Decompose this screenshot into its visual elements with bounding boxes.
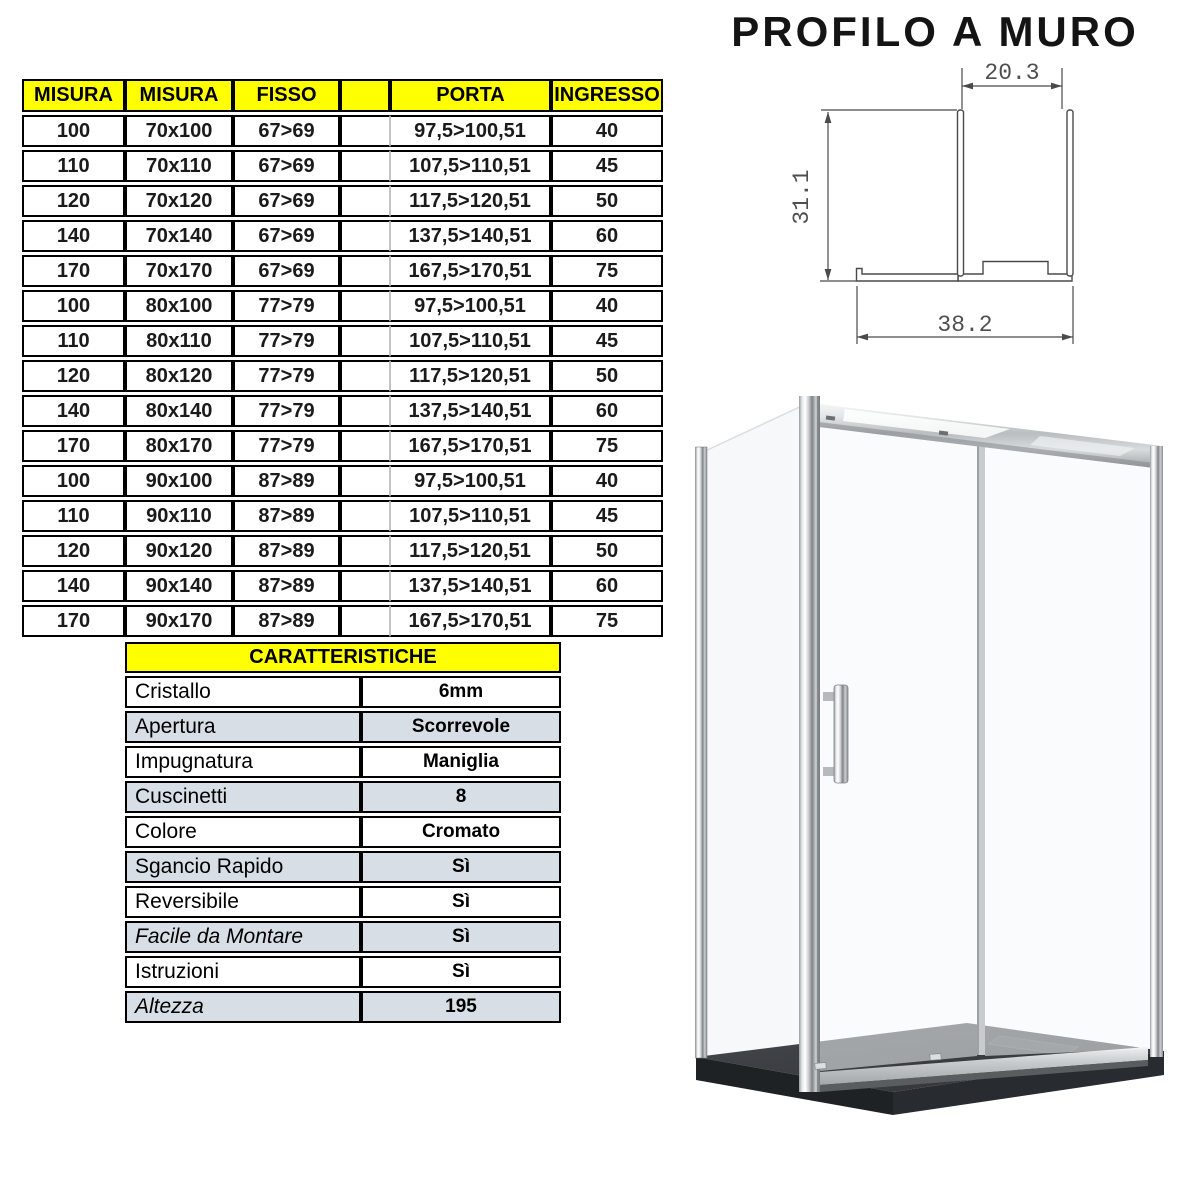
- size-column-header: FISSO: [233, 79, 340, 112]
- characteristic-value: 195: [361, 991, 561, 1023]
- size-table-cell: 60: [551, 220, 663, 252]
- size-table-cell: 87>89: [233, 570, 340, 602]
- size-table-cell: 100: [22, 465, 125, 497]
- size-table-row: [22, 570, 663, 602]
- size-table-cell: 75: [551, 430, 663, 462]
- size-table-cell: 87>89: [233, 465, 340, 497]
- fixed-panel-glass: [985, 447, 1150, 1056]
- characteristic-label: Altezza: [125, 991, 361, 1023]
- size-table-cell: 80x140: [125, 395, 233, 427]
- size-column-header: MISURA: [125, 79, 233, 112]
- size-table-cell: 167,5>170,51: [390, 255, 551, 287]
- characteristic-label: Impugnatura: [125, 746, 361, 778]
- characteristic-value: 8: [361, 781, 561, 813]
- size-table-cell: 110: [22, 325, 125, 357]
- size-table-row: [22, 430, 663, 462]
- size-table-cell: 50: [551, 185, 663, 217]
- size-table-cell: 60: [551, 570, 663, 602]
- size-table-row: [22, 115, 663, 147]
- size-table-cell: 137,5>140,51: [390, 220, 551, 252]
- size-table-cell: 120: [22, 360, 125, 392]
- size-table-cell: 80x100: [125, 290, 233, 322]
- dimension-lines: [820, 68, 1073, 344]
- size-table-cell: [340, 570, 390, 602]
- characteristic-label: Reversibile: [125, 886, 361, 918]
- size-table-cell: 170: [22, 255, 125, 287]
- size-table-row: [22, 465, 663, 497]
- size-table-cell: [340, 500, 390, 532]
- characteristic-label: Facile da Montare: [125, 921, 361, 953]
- characteristics-row: [125, 956, 561, 988]
- characteristic-label: Cuscinetti: [125, 781, 361, 813]
- side-panel-wall-post: [696, 447, 708, 1058]
- size-table: [22, 76, 663, 640]
- characteristics-row: [125, 676, 561, 708]
- size-table-cell: 140: [22, 220, 125, 252]
- size-table-cell: 167,5>170,51: [390, 430, 551, 462]
- size-table-cell: 40: [551, 465, 663, 497]
- size-table-cell: 100: [22, 290, 125, 322]
- size-table-cell: 107,5>110,51: [390, 150, 551, 182]
- characteristic-label: Colore: [125, 816, 361, 848]
- characteristic-value: Sì: [361, 886, 561, 918]
- size-table-cell: [340, 395, 390, 427]
- size-table-cell: 45: [551, 325, 663, 357]
- size-table-cell: 117,5>120,51: [390, 185, 551, 217]
- size-table-row: [22, 500, 663, 532]
- size-table-cell: [340, 150, 390, 182]
- size-table-cell: 110: [22, 150, 125, 182]
- size-table-cell: 70x100: [125, 115, 233, 147]
- size-table-cell: 50: [551, 535, 663, 567]
- size-table-header-row: [22, 79, 663, 112]
- size-table-cell: 90x100: [125, 465, 233, 497]
- front-left-post: [799, 396, 820, 1092]
- dim-top-label: 20.3: [984, 60, 1040, 86]
- size-table-row: [22, 535, 663, 567]
- size-table-cell: 75: [551, 605, 663, 637]
- size-table-cell: [340, 360, 390, 392]
- size-table-row: [22, 605, 663, 637]
- profile-cross-section: [857, 110, 1074, 281]
- size-table-cell: 50: [551, 360, 663, 392]
- front-left-post-edge: [817, 396, 820, 1092]
- size-table-cell: 70x140: [125, 220, 233, 252]
- size-table-cell: 77>79: [233, 325, 340, 357]
- dimension-arrowheads: [825, 83, 1073, 341]
- size-table-cell: 87>89: [233, 500, 340, 532]
- characteristic-value: Scorrevole: [361, 711, 561, 743]
- size-table-row: [22, 150, 663, 182]
- size-table-cell: 117,5>120,51: [390, 360, 551, 392]
- shower-enclosure-render: [660, 370, 1200, 1140]
- size-table-cell: [340, 465, 390, 497]
- size-table-cell: 170: [22, 430, 125, 462]
- characteristics-body: [125, 676, 561, 1023]
- characteristic-value: Maniglia: [361, 746, 561, 778]
- size-table-cell: 87>89: [233, 535, 340, 567]
- size-table-cell: 40: [551, 290, 663, 322]
- characteristics-header-row: [125, 642, 561, 673]
- characteristics-head: [125, 642, 561, 673]
- characteristics-row: [125, 816, 561, 848]
- size-table-cell: [340, 115, 390, 147]
- size-table-cell: 120: [22, 185, 125, 217]
- size-table-row: [22, 290, 663, 322]
- size-table-cell: 107,5>110,51: [390, 500, 551, 532]
- size-table-cell: [340, 290, 390, 322]
- size-table-row: [22, 395, 663, 427]
- size-table-row: [22, 255, 663, 287]
- size-table-cell: 170: [22, 605, 125, 637]
- characteristic-value: Cromato: [361, 816, 561, 848]
- size-table-cell: 167,5>170,51: [390, 605, 551, 637]
- size-table-cell: 97,5>100,51: [390, 290, 551, 322]
- size-table-cell: 67>69: [233, 220, 340, 252]
- size-table-cell: 45: [551, 150, 663, 182]
- size-table-row: [22, 185, 663, 217]
- size-table-cell: 90x120: [125, 535, 233, 567]
- size-table-cell: 137,5>140,51: [390, 395, 551, 427]
- size-column-header: PORTA: [390, 79, 551, 112]
- dim-left-label: 31.1: [789, 169, 815, 225]
- size-table-cell: 97,5>100,51: [390, 465, 551, 497]
- size-table-row: [22, 360, 663, 392]
- wall-profile-technical-drawing: [780, 55, 1120, 355]
- characteristics-row: [125, 746, 561, 778]
- size-table-row: [22, 325, 663, 357]
- characteristic-value: Sì: [361, 956, 561, 988]
- center-divider-edge: [977, 441, 979, 1055]
- size-column-header: INGRESSO: [551, 79, 663, 112]
- size-table-cell: 87>89: [233, 605, 340, 637]
- size-table-cell: 67>69: [233, 150, 340, 182]
- front-right-post: [1150, 446, 1163, 1057]
- glass-clip-bottom-center: [930, 1054, 941, 1061]
- characteristic-value: Sì: [361, 921, 561, 953]
- size-table-cell: 67>69: [233, 185, 340, 217]
- size-table-cell: 100: [22, 115, 125, 147]
- size-table-cell: 107,5>110,51: [390, 325, 551, 357]
- dim-bottom-label: 38.2: [937, 312, 993, 338]
- size-column-header: [340, 79, 390, 112]
- size-table-cell: 117,5>120,51: [390, 535, 551, 567]
- profile-section-title: PROFILO A MURO: [731, 8, 1139, 55]
- size-table-cell: [340, 430, 390, 462]
- size-table-cell: [340, 220, 390, 252]
- size-table-cell: 77>79: [233, 290, 340, 322]
- size-table-cell: [340, 185, 390, 217]
- size-table-cell: 40: [551, 115, 663, 147]
- characteristics-row: [125, 711, 561, 743]
- size-table-cell: 70x110: [125, 150, 233, 182]
- size-table-cell: 140: [22, 570, 125, 602]
- size-table-cell: [340, 255, 390, 287]
- size-table-cell: 75: [551, 255, 663, 287]
- size-table-cell: 90x170: [125, 605, 233, 637]
- size-column-header: MISURA: [22, 79, 125, 112]
- size-table-cell: 110: [22, 500, 125, 532]
- size-table-cell: [340, 605, 390, 637]
- size-table-cell: 140: [22, 395, 125, 427]
- size-table-cell: 77>79: [233, 395, 340, 427]
- characteristics-row: [125, 781, 561, 813]
- characteristics-table: [125, 639, 561, 1026]
- characteristics-row: [125, 921, 561, 953]
- characteristics-header: CARATTERISTICHE: [125, 642, 561, 673]
- characteristic-label: Istruzioni: [125, 956, 361, 988]
- size-table-cell: 67>69: [233, 255, 340, 287]
- size-table-cell: 70x170: [125, 255, 233, 287]
- size-table-cell: 90x140: [125, 570, 233, 602]
- characteristic-label: Sgancio Rapido: [125, 851, 361, 883]
- characteristic-value: 6mm: [361, 676, 561, 708]
- size-table-cell: 120: [22, 535, 125, 567]
- size-table-head: [22, 79, 663, 112]
- size-table-cell: 67>69: [233, 115, 340, 147]
- size-table-cell: 80x170: [125, 430, 233, 462]
- characteristic-label: Apertura: [125, 711, 361, 743]
- size-table-cell: 80x120: [125, 360, 233, 392]
- size-table-cell: 77>79: [233, 360, 340, 392]
- side-panel-glass: [703, 404, 806, 1080]
- size-table-cell: [340, 325, 390, 357]
- characteristic-label: Cristallo: [125, 676, 361, 708]
- characteristics-row: [125, 886, 561, 918]
- size-table-cell: 97,5>100,51: [390, 115, 551, 147]
- size-table-cell: [340, 535, 390, 567]
- characteristic-value: Sì: [361, 851, 561, 883]
- size-table-cell: 90x110: [125, 500, 233, 532]
- size-table-cell: 70x120: [125, 185, 233, 217]
- size-table-cell: 137,5>140,51: [390, 570, 551, 602]
- door-handle: [834, 685, 848, 783]
- size-table-cell: 60: [551, 395, 663, 427]
- size-table-row: [22, 220, 663, 252]
- size-table-body: [22, 115, 663, 637]
- size-table-cell: 45: [551, 500, 663, 532]
- glass-clip-bottom-left: [815, 1063, 826, 1070]
- characteristics-row: [125, 851, 561, 883]
- characteristics-row: [125, 991, 561, 1023]
- size-table-cell: 80x110: [125, 325, 233, 357]
- size-table-cell: 77>79: [233, 430, 340, 462]
